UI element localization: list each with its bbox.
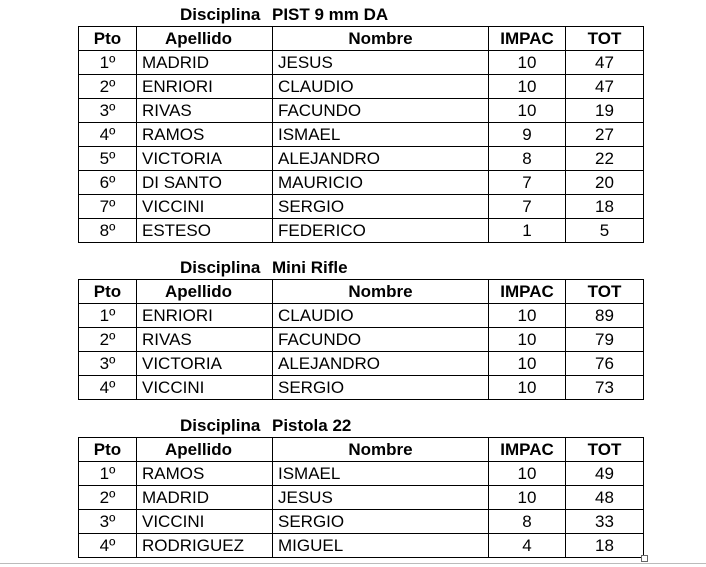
impac-cell: 10 — [489, 99, 566, 123]
table-header-row — [79, 27, 644, 51]
discipline-name: Pistola 22 — [272, 416, 352, 435]
surname-cell: RAMOS — [137, 123, 273, 147]
discipline-heading — [180, 4, 388, 26]
position-cell: 1º — [79, 304, 137, 328]
discipline-name: PIST 9 mm DA — [272, 5, 389, 24]
position-cell: 2º — [79, 328, 137, 352]
header-position: Pto — [79, 438, 137, 462]
discipline-heading — [180, 415, 351, 437]
table-row — [79, 75, 644, 99]
impac-cell: 10 — [489, 75, 566, 99]
name-cell: SERGIO — [273, 376, 489, 400]
table-row — [79, 352, 644, 376]
position-cell: 4º — [79, 123, 137, 147]
header-position: Pto — [79, 27, 137, 51]
total-cell: 18 — [566, 195, 644, 219]
results-table — [78, 26, 644, 243]
name-cell: ISMAEL — [273, 123, 489, 147]
table-row — [79, 219, 644, 243]
name-cell: CLAUDIO — [273, 75, 489, 99]
table-row — [79, 304, 644, 328]
discipline-heading — [180, 257, 348, 279]
total-cell: 22 — [566, 147, 644, 171]
header-surname: Apellido — [137, 280, 273, 304]
results-table — [78, 437, 644, 558]
position-cell: 7º — [79, 195, 137, 219]
table-row — [79, 328, 644, 352]
header-impac: IMPAC — [489, 280, 566, 304]
position-cell: 1º — [79, 462, 137, 486]
surname-cell: VICTORIA — [137, 352, 273, 376]
total-cell: 47 — [566, 75, 644, 99]
impac-cell: 4 — [489, 534, 566, 558]
name-cell: MIGUEL — [273, 534, 489, 558]
surname-cell: RIVAS — [137, 328, 273, 352]
impac-cell: 9 — [489, 123, 566, 147]
header-total: TOT — [566, 27, 644, 51]
surname-cell: DI SANTO — [137, 171, 273, 195]
table-row — [79, 486, 644, 510]
header-total: TOT — [566, 280, 644, 304]
position-cell: 1º — [79, 51, 137, 75]
name-cell: FACUNDO — [273, 99, 489, 123]
results-table — [78, 279, 644, 400]
table-row — [79, 51, 644, 75]
impac-cell: 1 — [489, 219, 566, 243]
name-cell: CLAUDIO — [273, 304, 489, 328]
position-cell: 2º — [79, 486, 137, 510]
name-cell: SERGIO — [273, 195, 489, 219]
position-cell: 3º — [79, 99, 137, 123]
surname-cell: RODRIGUEZ — [137, 534, 273, 558]
header-total: TOT — [566, 438, 644, 462]
name-cell: ALEJANDRO — [273, 352, 489, 376]
surname-cell: RAMOS — [137, 462, 273, 486]
position-cell: 3º — [79, 352, 137, 376]
header-name: Nombre — [273, 27, 489, 51]
total-cell: 5 — [566, 219, 644, 243]
page-bottom-border — [0, 563, 706, 564]
discipline-label: Disciplina — [180, 416, 261, 435]
total-cell: 73 — [566, 376, 644, 400]
position-cell: 8º — [79, 219, 137, 243]
table-header-row — [79, 280, 644, 304]
total-cell: 33 — [566, 510, 644, 534]
header-impac: IMPAC — [489, 438, 566, 462]
table-row — [79, 123, 644, 147]
surname-cell: VICCINI — [137, 510, 273, 534]
surname-cell: ENRIORI — [137, 75, 273, 99]
total-cell: 20 — [566, 171, 644, 195]
name-cell: ALEJANDRO — [273, 147, 489, 171]
surname-cell: ENRIORI — [137, 304, 273, 328]
impac-cell: 8 — [489, 147, 566, 171]
header-surname: Apellido — [137, 27, 273, 51]
name-cell: JESUS — [273, 51, 489, 75]
discipline-name: Mini Rifle — [272, 258, 348, 277]
total-cell: 76 — [566, 352, 644, 376]
table-row — [79, 510, 644, 534]
surname-cell: VICCINI — [137, 195, 273, 219]
impac-cell: 10 — [489, 51, 566, 75]
impac-cell: 10 — [489, 486, 566, 510]
header-surname: Apellido — [137, 438, 273, 462]
table-header-row — [79, 438, 644, 462]
position-cell: 5º — [79, 147, 137, 171]
table-row — [79, 99, 644, 123]
discipline-label: Disciplina — [180, 5, 261, 24]
total-cell: 79 — [566, 328, 644, 352]
impac-cell: 10 — [489, 376, 566, 400]
name-cell: SERGIO — [273, 510, 489, 534]
name-cell: MAURICIO — [273, 171, 489, 195]
surname-cell: MADRID — [137, 486, 273, 510]
impac-cell: 10 — [489, 328, 566, 352]
position-cell: 2º — [79, 75, 137, 99]
header-name: Nombre — [273, 280, 489, 304]
impac-cell: 10 — [489, 304, 566, 328]
header-name: Nombre — [273, 438, 489, 462]
table-row — [79, 195, 644, 219]
discipline-label: Disciplina — [180, 258, 261, 277]
surname-cell: ESTESO — [137, 219, 273, 243]
table-row — [79, 462, 644, 486]
total-cell: 49 — [566, 462, 644, 486]
header-position: Pto — [79, 280, 137, 304]
impac-cell: 10 — [489, 462, 566, 486]
position-cell: 4º — [79, 376, 137, 400]
table-row — [79, 171, 644, 195]
surname-cell: VICCINI — [137, 376, 273, 400]
name-cell: ISMAEL — [273, 462, 489, 486]
header-impac: IMPAC — [489, 27, 566, 51]
resize-handle[interactable] — [641, 555, 648, 562]
total-cell: 48 — [566, 486, 644, 510]
position-cell: 3º — [79, 510, 137, 534]
total-cell: 27 — [566, 123, 644, 147]
total-cell: 47 — [566, 51, 644, 75]
table-row — [79, 147, 644, 171]
impac-cell: 7 — [489, 195, 566, 219]
surname-cell: MADRID — [137, 51, 273, 75]
position-cell: 6º — [79, 171, 137, 195]
impac-cell: 7 — [489, 171, 566, 195]
position-cell: 4º — [79, 534, 137, 558]
table-row — [79, 534, 644, 558]
surname-cell: VICTORIA — [137, 147, 273, 171]
impac-cell: 10 — [489, 352, 566, 376]
total-cell: 89 — [566, 304, 644, 328]
surname-cell: RIVAS — [137, 99, 273, 123]
total-cell: 18 — [566, 534, 644, 558]
table-row — [79, 376, 644, 400]
name-cell: FACUNDO — [273, 328, 489, 352]
total-cell: 19 — [566, 99, 644, 123]
name-cell: FEDERICO — [273, 219, 489, 243]
impac-cell: 8 — [489, 510, 566, 534]
name-cell: JESUS — [273, 486, 489, 510]
